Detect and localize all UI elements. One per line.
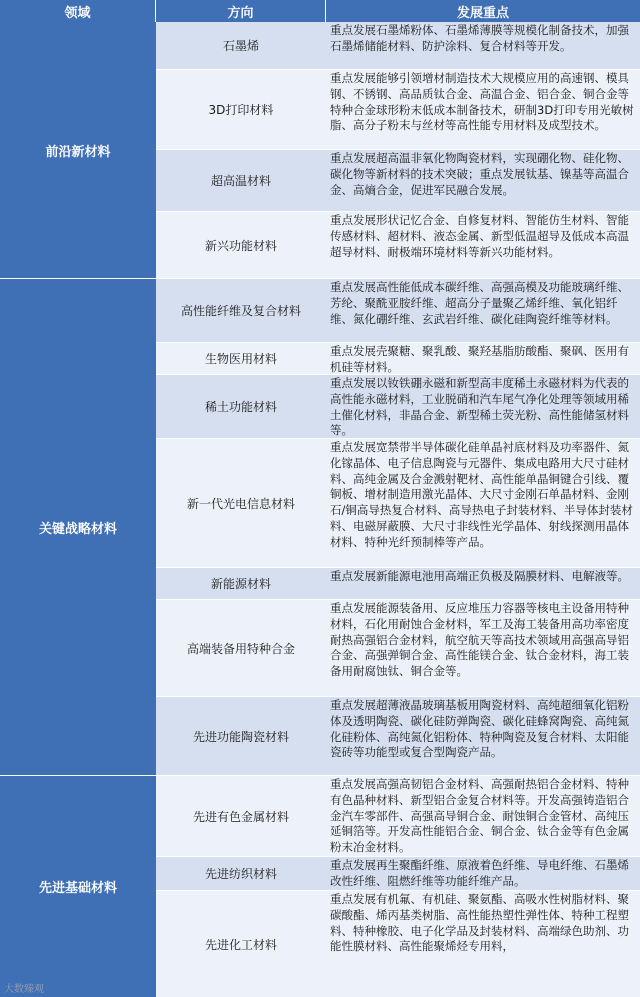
focus-cell: 重点发展以钕铁硼永磁和新型高丰度稀土永磁材料为代表的高性能永磁材料，工业脱硝和汽车尾气净化处理等领域用稀土催化材料，非晶合金、新型稀土荧光粉、高性能储氢材料等。 [326,375,640,439]
direction-cell: 石墨烯 [156,22,326,70]
domain-cell-basic: 先进基础材料 [0,776,156,997]
direction-cell: 新一代光电信息材料 [156,439,326,568]
focus-cell: 重点发展壳聚糖、聚乳酸、聚羟基脂肪酸酯、聚砜、医用有机硅等材料。 [326,343,640,375]
direction-cell: 先进纺织材料 [156,857,326,891]
direction-cell: 先进功能陶瓷材料 [156,697,326,776]
focus-cell: 重点发展新能源电池用高端正负极及隔膜材料、电解液等。 [326,568,640,600]
focus-cell: 重点发展能够引领增材制造技术大规模应用的高速钢、模具钢、不锈钢、高品质钛合金、高温合金、铝合金、铜合金等特种合金球形粉末低成本制备技术，研制3D打印专用光敏树脂、高分子粉末与丝材等高性能专用材料及成型技术。 [326,70,640,150]
focus-cell: 重点发展石墨烯粉体、石墨烯薄膜等规模化制备技术，加强石墨烯储能材料、防护涂料、复合材料等开发。 [326,22,640,70]
focus-cell: 重点发展再生聚酯纤维、原液着色纤维、导电纤维、石墨烯改性纤维、阻燃纤维等功能纤维产品。 [326,857,640,891]
focus-cell: 重点发展超薄液晶玻璃基板用陶瓷材料、高纯超细氧化铝粉体及透明陶瓷、碳化硅防弹陶瓷、碳化硅蜂窝陶瓷、高纯氮化硅粉体、高纯氮化铝粉体、特种陶瓷及复合材料、太阳能瓷砖等功能型或复合型陶瓷产品。 [326,697,640,776]
focus-cell: 重点发展能源装备用、反应堆压力容器等核电主设备用特种材料，石化用耐蚀合金材料，军工及海工装备用高功率密度耐热高强铝合金材料，航空航天等高技术领域用高强高导铝合金、高强弹铜合金、高性能镁合金、钛合金材料，海工装备用耐腐蚀钛、铜合金等。 [326,600,640,697]
direction-cell: 3D打印材料 [156,70,326,150]
direction-cell: 高性能纤维及复合材料 [156,279,326,343]
focus-cell: 重点发展有机氟、有机硅、聚氨酯、高吸水性树脂材料、聚碳酸酯、烯丙基类树脂、高性能热塑性弹性体、特种工程塑料、特种橡胶、电子化学品及封装材料、高端绿色助剂、功能性膜材料、高性能聚烯烃专用料， [326,891,640,997]
direction-cell: 新兴功能材料 [156,212,326,279]
focus-cell: 重点发展高性能低成本碳纤维、高强高模及功能玻璃纤维、芳纶、聚酰亚胺纤维、超高分子量聚乙烯纤维、氧化铝纤维、氮化硼纤维、玄武岩纤维、碳化硅陶瓷纤维等材料。 [326,279,640,343]
focus-cell: 重点发展宽禁带半导体碳化硅单晶衬底材料及功率器件、氮化镓晶体、电子信息陶瓷与元器件、集成电路用大尺寸硅材料、高纯金属及合金溅射靶材、高性能单晶铜键合引线、覆铜板、增材制造用激光晶体、大尺寸金刚石单晶材料、金刚石/铜高导热复合材料、高导热电子封装材料、半导体封装材料、电磁屏蔽膜、大尺寸非线性光学晶体、射线探测用晶体材料、特种光纤预制棒等产品。 [326,439,640,568]
header-focus: 发展重点 [326,0,640,22]
domain-cell-strategic: 关键战略材料 [0,279,156,776]
direction-cell: 超高温材料 [156,150,326,212]
header-direction: 方向 [156,0,326,22]
watermark-text: 大数臻观 [4,984,44,995]
direction-cell: 高端装备用特种合金 [156,600,326,697]
focus-cell: 重点发展超高温非氧化物陶瓷材料，实现硼化物、硅化物、碳化物等新材料的技术突破；重点发展钛基、镍基等高温合金、高熵合金，促进军民融合发展。 [326,150,640,212]
direction-cell: 新能源材料 [156,568,326,600]
direction-cell: 先进有色金属材料 [156,776,326,857]
header-domain: 领域 [0,0,156,22]
focus-cell: 重点发展高强高韧铝合金材料、高强耐热铝合金材料、特种有色晶种材料、新型铝合金复合材料等。开发高强铸造铝合金汽车零部件、高强高导铜合金、耐蚀铜合金管材、高纯压延铜箔等。开发高性能铝合金、铜合金、钛合金等有色金属粉末冶金材料。 [326,776,640,857]
direction-cell: 生物医用材料 [156,343,326,375]
direction-cell: 先进化工材料 [156,891,326,997]
domain-cell-frontier: 前沿新材料 [0,22,156,279]
direction-cell: 稀土功能材料 [156,375,326,439]
focus-cell: 重点发展形状记忆合金、自修复材料、智能仿生材料、智能传感材料、超材料、液态金属、新型低温超导及低成本高温超导材料、耐极端环境材料等新兴功能材料。 [326,212,640,279]
